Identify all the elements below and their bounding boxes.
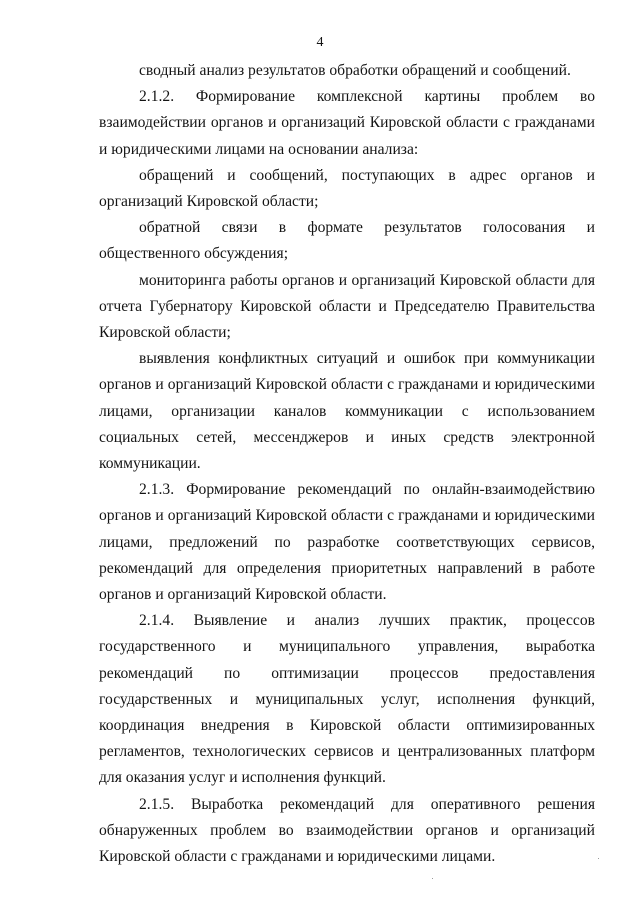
page-number: 4: [316, 35, 324, 50]
paragraph-2-1-5: 2.1.5. Выработка рекомендаций для оперативного решения обнаруженных проблем во взаимодействии органов и организаций Кировской области с гражданами и юридическими лицами.: [99, 795, 595, 866]
list-item-conflicts: выявления конфликтных ситуаций и ошибок при коммуникации органов и организаций Кировской области с гражданами и юридическими лицами, организации каналов коммуникации с использованием социальных сетей, мессенджеров и иных средств электронной коммуникации.: [99, 350, 595, 473]
list-item-appeals: обращений и сообщений, поступающих в адрес органов и организаций Кировской области;: [99, 166, 595, 211]
paragraph-continuation: сводный анализ результатов обработки обращений и сообщений.: [139, 62, 571, 79]
document-body: [99, 58, 595, 870]
paragraph-2-1-2: 2.1.2. Формирование комплексной картины проблем во взаимодействии органов и организаций Кировской области с гражданами и юридическими лицами на основании анализа:: [99, 88, 595, 158]
scan-speck: [432, 878, 433, 879]
list-item-monitoring: мониторинга работы органов и организаций Кировской области для отчета Губернатору Кировской области и Председателю Правительства Кировской области;: [99, 271, 595, 342]
scan-speck: [598, 858, 599, 859]
list-item-feedback: обратной связи в формате результатов голосования и общественного обсуждения;: [99, 219, 595, 263]
paragraph-2-1-4: 2.1.4. Выявление и анализ лучших практик, процессов государственного и муниципального управления, выработка рекомендаций по оптимизации процессов предоставления государственных и муниципальных услуг, исполнения функций, координация внедрения в Кировской области оптимизированных регламентов, технологических сервисов и централизованных платформ для оказания услуг и исполнения функций.: [99, 612, 595, 787]
paragraph-2-1-3: 2.1.3. Формирование рекомендаций по онлайн-взаимодействию органов и организаций Кировской области с гражданами и юридическими лицами, предложений по разработке соответствующих сервисов, рекомендаций для определения приоритетных направлений в работе органов и организаций Кировской области.: [99, 481, 595, 604]
